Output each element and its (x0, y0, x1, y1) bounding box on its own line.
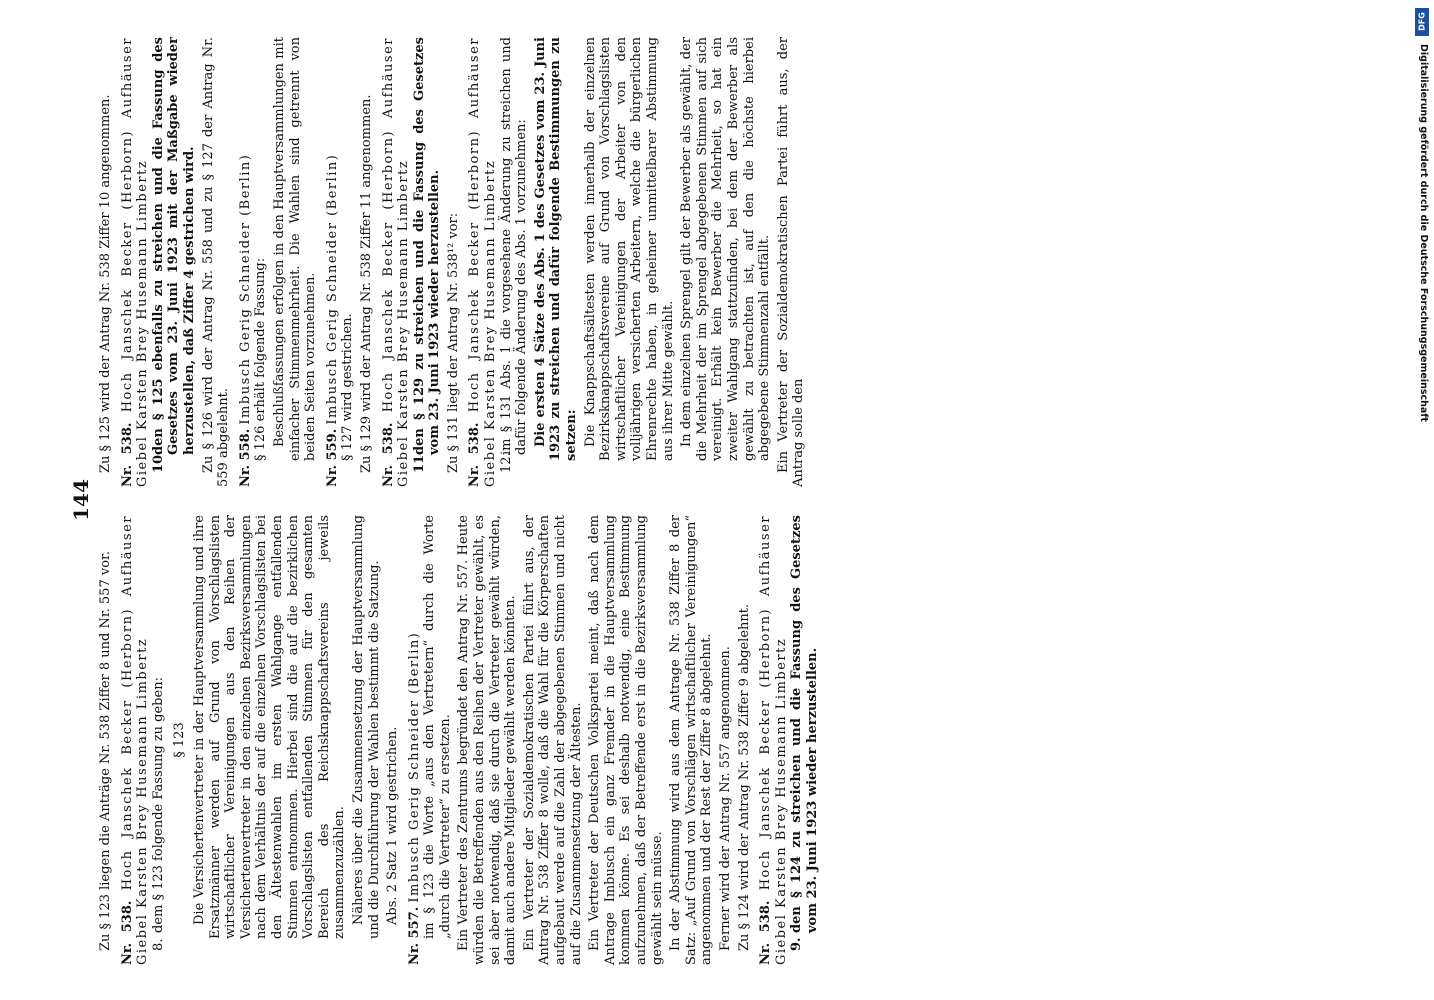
quoted-text: Näheres über die Zusammensetzung der Hauptversammlung und die Durchführung der Wahlen bestimmt die Satzung. (350, 515, 382, 939)
motion-number: Nr. 538. (119, 900, 135, 965)
motion-sponsors: Imbusch Gerig Schneider (Berlin) (406, 631, 422, 903)
quoted-text: Beschlußfassungen erfolgen in den Hauptversammlungen mit einfacher Stimmenmehrheit. Die Wahlen sind getrennt von beiden Seiten vorzunehmen. (271, 37, 319, 461)
motion-item (151, 515, 167, 965)
paragraph: Zu § 126 wird der Antrag Nr. 558 und zu § 127 der Antrag Nr. 559 abgelehnt. (200, 37, 232, 487)
left-column (98, 515, 824, 965)
paragraph: Zu § 131 liegt der Antrag Nr. 538¹² vor: (445, 212, 461, 473)
quoted-text: Die Knappschaftsältesten werden innerhalb der einzelnen Bezirksknappschaftsvereine auf Grund von Vorschlagslisten wirtschaftlicher Vereinigungen der Arbeiter von den volljährigen versicherten Arbeitern, welche die bürgerlichen Ehrenrechte haben, in geheimer unmittelbarer Abstimmung aus ihrer Mitte gewählt. (582, 37, 676, 461)
motion-heading (467, 37, 498, 487)
motion-heading (381, 37, 412, 487)
motion-heading (238, 37, 254, 487)
item-number: 12. (498, 452, 514, 473)
motion-sponsors: Hoch Janschek Becker (Herborn) Aufhäuser Giebel Karsten Brey Husemann Limbertz (119, 37, 151, 487)
motion-number: Nr. 558. (237, 428, 253, 487)
item-text: den § 125 ebenfalls zu streichen und die Fassung des Gesetzes vom 23. Juni 1923 mit der Maßgabe wieder herzustellen, daß Ziffer 4 gestrichen wird. (150, 37, 197, 455)
item-number: 9. (789, 937, 805, 951)
motion-heading (758, 515, 789, 965)
motion-heading (120, 515, 151, 965)
dfg-logo-icon (1415, 8, 1429, 36)
right-column (98, 37, 810, 487)
motion-heading (325, 37, 341, 487)
motion-sponsors: Imbusch Gerig Schneider (Berlin) (237, 153, 253, 425)
motion-number: Nr. 557. (406, 906, 422, 965)
motion-number: Nr. 538. (380, 422, 396, 487)
motion-text: § 127 wird gestrichen. (340, 313, 356, 461)
motion-heading (120, 37, 151, 487)
motion-item (789, 515, 820, 965)
item-text: dem § 123 folgende Fassung zu geben: (150, 677, 166, 933)
quoted-text: Abs. 2 Satz 1 wird gestrichen. (385, 726, 401, 925)
section-heading: § 123 (172, 722, 188, 758)
paragraph: Zu § 124 wird der Antrag Nr. 538 Ziffer 9 abgelehnt. (736, 603, 752, 951)
motion-text: im § 123 die Worte „aus den Vertretern“ durch die Worte „durch die Vertreter“ zu ersetzen. (422, 515, 453, 939)
paragraph: Ein Vertreter der Sozialdemokratischen Partei führt aus, der Antrag Nr. 538 Ziffer 8 wolle, daß die Wahl für die Körperschaften aufgebaut werde auf die Zahl der abgegebenen Stimmen und nicht auf die Zusammensetzung der Ältesten. (521, 515, 584, 965)
paragraph: Zu § 123 liegen die Anträge Nr. 538 Ziffer 8 und Nr. 557 vor. (98, 551, 113, 951)
item-number: 8. (150, 938, 166, 951)
paragraph: Ein Vertreter der Sozialdemokratischen Partei führt aus, der Antrag solle den (775, 37, 807, 487)
motion-item (412, 37, 443, 487)
motion-number: Nr. 538. (467, 422, 483, 487)
motion-item (151, 37, 198, 487)
motion-heading (407, 515, 423, 965)
dfg-logo-text: DFG (1417, 12, 1427, 31)
motion-sponsors: Hoch Janschek Becker (Herborn) Aufhäuser Giebel Karsten Brey Husemann Limbertz (467, 37, 499, 487)
item-number: 10. (150, 450, 166, 473)
item-text: den § 124 zu streichen und die Fassung des Gesetzes vom 23. Juni 1923 wieder herzustellen. (789, 515, 820, 933)
item-number: 11. (411, 450, 427, 473)
dfg-credit-text: Digitalisierung gefördert durch die Deutsche Forschungsgemeinschaft (1418, 44, 1429, 422)
motion-sponsors: Hoch Janschek Becker (Herborn) Aufhäuser Giebel Karsten Brey Husemann Limbertz (380, 37, 412, 487)
quoted-text: In dem einzelnen Sprengel gilt der Bewerber als gewählt, der die Mehrheit der im Sprengel abgegebenen Stimmen auf sich vereinigt. Erhält kein Bewerber die Mehrheit, so hat ein zweiter Wahlgang stattzufinden, bei dem der Bewerber als gewählt zu betrachten ist, auf den die höchste hierbei abgegebene Stimmenzahl entfällt. (679, 37, 773, 461)
motion-sponsors: Hoch Janschek Becker (Herborn) Aufhäuser Giebel Karsten Brey Husemann Limbertz (119, 515, 151, 965)
motion-number: Nr. 538. (758, 900, 774, 965)
motion-sponsors: Hoch Janschek Becker (Herborn) Aufhäuser Giebel Karsten Brey Husemann Limbertz (758, 515, 789, 965)
page-number: 144 (69, 479, 93, 521)
dfg-attribution (1414, 8, 1430, 993)
item-text: den § 129 zu streichen und die Fassung des Gesetzes vom 23. Juni 1923 wieder herzustellen. (411, 37, 443, 455)
paragraph: Ein Vertreter der Deutschen Volkspartei meint, daß nach dem Antrage Imbusch ein ganz Fremder in die Hauptversammlung kommen könne. Es sei deshalb notwendig, eine Bestimmung aufzunehmen, daß der Betreffende erst in die Bezirksversammlung gewählt sein müsse. (587, 515, 665, 965)
quoted-text: Die Versichertenvertreter in der Hauptversammlung und ihre Ersatzmänner werden auf Grund von Vorschlagslisten wirtschaftlicher Vereinigungen aus den Reihen der Versichertenvertreter in den einzelnen Bezirksversammlungen nach dem Verhältnis der auf die einzelnen Vorschlagslisten bei den Ältestenwahlen im ersten Wahlgange entfallenden Stimmen entnommen. Hierbei sind die auf die bezirklichen Vorschlagslisten entfallenden Stimmen für den gesamten Bereich des Reichsknappschaftsvereins jeweils zusammenzuzählen. (191, 515, 348, 939)
rotated-document-page (70, 35, 1340, 965)
paragraph: Ein Vertreter des Zentrums begründet den Antrag Nr. 557. Heute würden die Betreffenden aus den Reihen der Vertreter gewählt, es sei aber notwendig, daß sie durch die Vertreter gewählt würden, damit auch andere Mitglieder gewählt werden könnten. (456, 515, 519, 965)
paragraph: In der Abstimmung wird aus dem Antrage Nr. 538 Ziffer 8 der Satz: „Auf Grund von Vorschlägen wirtschaftlicher Vereinigungen“ angenommen und der Rest der Ziffer 8 abgelehnt. (668, 515, 715, 965)
motion-sponsors: Imbusch Gerig Schneider (Berlin) (324, 153, 340, 425)
motion-item (499, 37, 530, 487)
paragraph: Zu § 125 wird der Antrag Nr. 538 Ziffer 10 angenommen. (98, 94, 113, 473)
motion-text: § 126 erhält folgende Fassung: (253, 257, 269, 461)
paragraph: Zu § 129 wird der Antrag Nr. 538 Ziffer 11 angenommen. (358, 94, 374, 473)
quoted-text: Die ersten 4 Sätze des Abs. 1 des Gesetzes vom 23. Juni 1923 zu streichen und dafür folgende Bestimmungen zu setzen: (532, 37, 580, 461)
paragraph: Ferner wird der Antrag Nr. 557 angenommen. (717, 646, 733, 951)
motion-number: Nr. 559. (324, 428, 340, 487)
item-text: im § 131 Abs. 1 die vorgesehene Änderung zu streichen und dafür folgende Änderung des Abs. 1 vorzunehmen: (498, 37, 530, 455)
motion-number: Nr. 538. (119, 422, 135, 487)
